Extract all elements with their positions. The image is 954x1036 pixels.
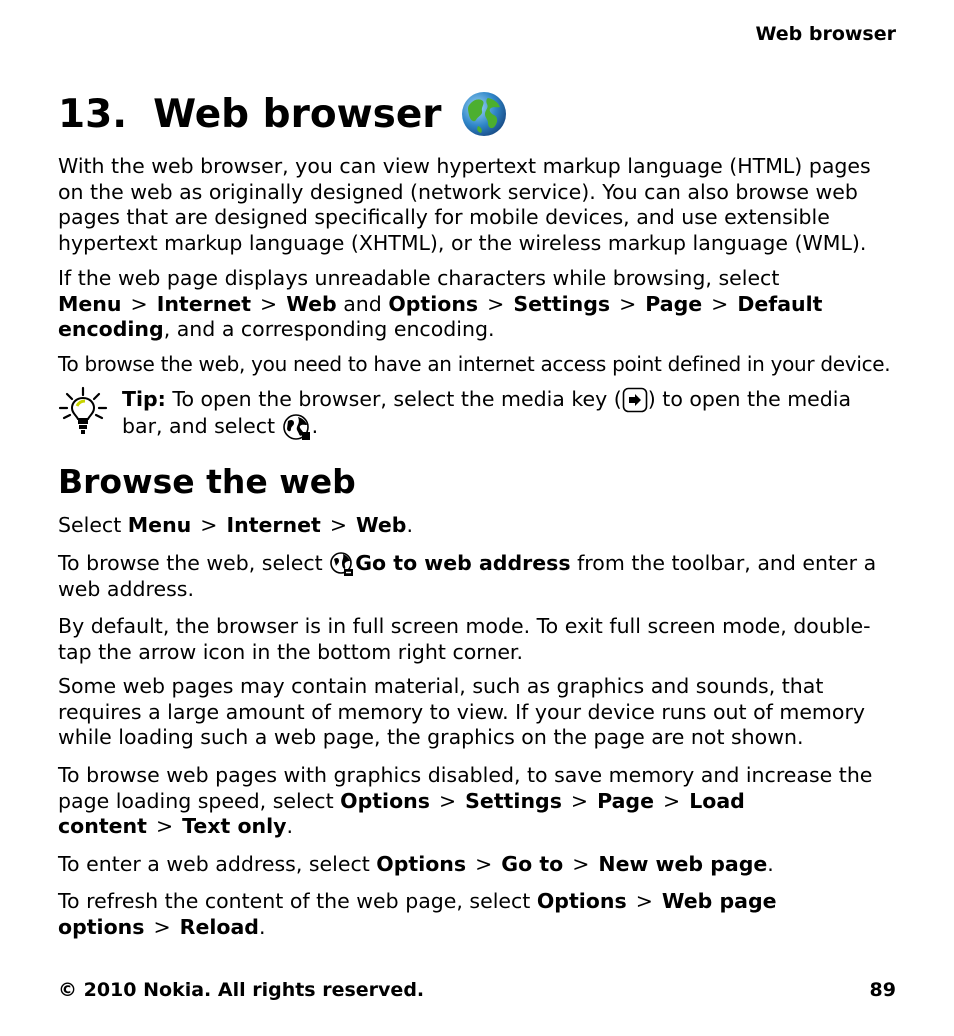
separator: > [635, 889, 653, 913]
section-paragraph-5 [58, 763, 896, 840]
text: If the web page displays unreadable characters while browsing, select [58, 266, 780, 290]
text: ) to open the media bar, and select [122, 387, 852, 438]
menu-path-page: Page [597, 788, 654, 813]
separator: > [200, 513, 218, 537]
page-number: 89 [869, 979, 896, 1001]
text: . [311, 414, 319, 438]
separator: > [475, 852, 493, 876]
menu-path-web: Web [356, 513, 407, 537]
menu-path-web-page-options: Web page options [58, 889, 777, 939]
copyright-footer: © 2010 Nokia. All rights reserved. [58, 979, 425, 1001]
separator: > [619, 291, 637, 316]
running-head: Web browser [755, 23, 896, 45]
section-paragraph-1 [58, 513, 896, 539]
menu-path-text-only: Text only [182, 814, 287, 838]
intro-paragraph-1: With the web browser, you can view hypertext markup language (HTML) pages on the web as originally designed (network service). You can also browse web pages that are designed specifically for mobile devices, and use extensible hypertext markup language (XHTML), or the wireless markup language (WML). [58, 154, 871, 255]
separator: > [572, 852, 590, 876]
menu-path-load-content: Load content [58, 788, 745, 838]
separator: > [153, 914, 171, 939]
text: , and a corresponding encoding. [163, 317, 495, 341]
text: . [406, 513, 413, 537]
go-to-web-address-label: Go to web address [355, 551, 571, 575]
media-key-icon [622, 387, 648, 413]
text: To refresh the content of the web page, select [58, 889, 531, 913]
text: and [343, 291, 382, 316]
section-paragraph-2 [58, 551, 896, 603]
separator: > [155, 814, 174, 838]
go-to-web-address-icon [329, 551, 355, 577]
separator: > [570, 788, 589, 813]
menu-path-options: Options [536, 889, 627, 913]
text: . [258, 914, 266, 939]
chapter-title-text: Web browser [153, 91, 442, 137]
menu-path-page: Page [645, 291, 703, 316]
lightbulb-icon [58, 386, 108, 436]
menu-path-options: Options [340, 788, 430, 813]
section-paragraph-6 [58, 852, 896, 878]
separator: > [260, 291, 278, 316]
menu-path-new-web-page: New web page [598, 852, 768, 876]
text: . [767, 852, 774, 876]
menu-path-internet: Internet [156, 291, 252, 316]
separator: > [711, 291, 729, 316]
menu-path-internet: Internet [226, 513, 321, 537]
tip-paragraph [122, 387, 896, 441]
menu-path-menu: Menu [58, 291, 122, 316]
chapter-number: 13. [58, 91, 128, 137]
intro-paragraph-2 [58, 266, 896, 343]
text: Select [58, 513, 122, 537]
section-paragraph-4: Some web pages may contain material, such as graphics and sounds, that requires a large amount of memory to view. If your device runs out of memory while loading such a web page, the graphics on the page are not shown. [58, 674, 866, 749]
text: . [286, 814, 294, 838]
section-paragraph-7 [58, 889, 896, 940]
menu-path-settings: Settings [465, 788, 562, 813]
globe-icon [460, 90, 508, 138]
menu-path-options: Options [376, 852, 467, 876]
section-paragraph-3: By default, the browser is in full screen mode. To exit full screen mode, double-tap the arrow icon in the bottom right corner. [58, 614, 871, 664]
text: To enter a web address, select [58, 852, 370, 876]
text: To browse the web, select [58, 551, 323, 575]
separator: > [438, 788, 457, 813]
chapter-title [58, 90, 508, 138]
menu-path-options: Options [388, 291, 479, 316]
web-globe-icon [282, 413, 312, 441]
tip-label: Tip: [122, 387, 166, 411]
menu-path-default-encoding: Default encoding [58, 291, 823, 341]
menu-path-go-to: Go to [501, 852, 564, 876]
text: from the toolbar, and enter a web address. [58, 551, 877, 601]
separator: > [329, 513, 347, 537]
section-title: Browse the web [58, 462, 356, 501]
intro-paragraph-3: To browse the web, you need to have an internet access point defined in your device. [58, 352, 891, 376]
text: To browse web pages with graphics disabled, to save memory and increase the page loading speed, select [58, 763, 873, 813]
menu-path-web: Web [286, 291, 337, 316]
menu-path-menu: Menu [127, 513, 192, 537]
separator: > [663, 788, 681, 813]
menu-path-reload: Reload [179, 914, 259, 939]
menu-path-settings: Settings [513, 291, 611, 316]
text: To open the browser, select the media key ( [172, 387, 622, 411]
separator: > [487, 291, 505, 316]
separator: > [130, 291, 148, 316]
